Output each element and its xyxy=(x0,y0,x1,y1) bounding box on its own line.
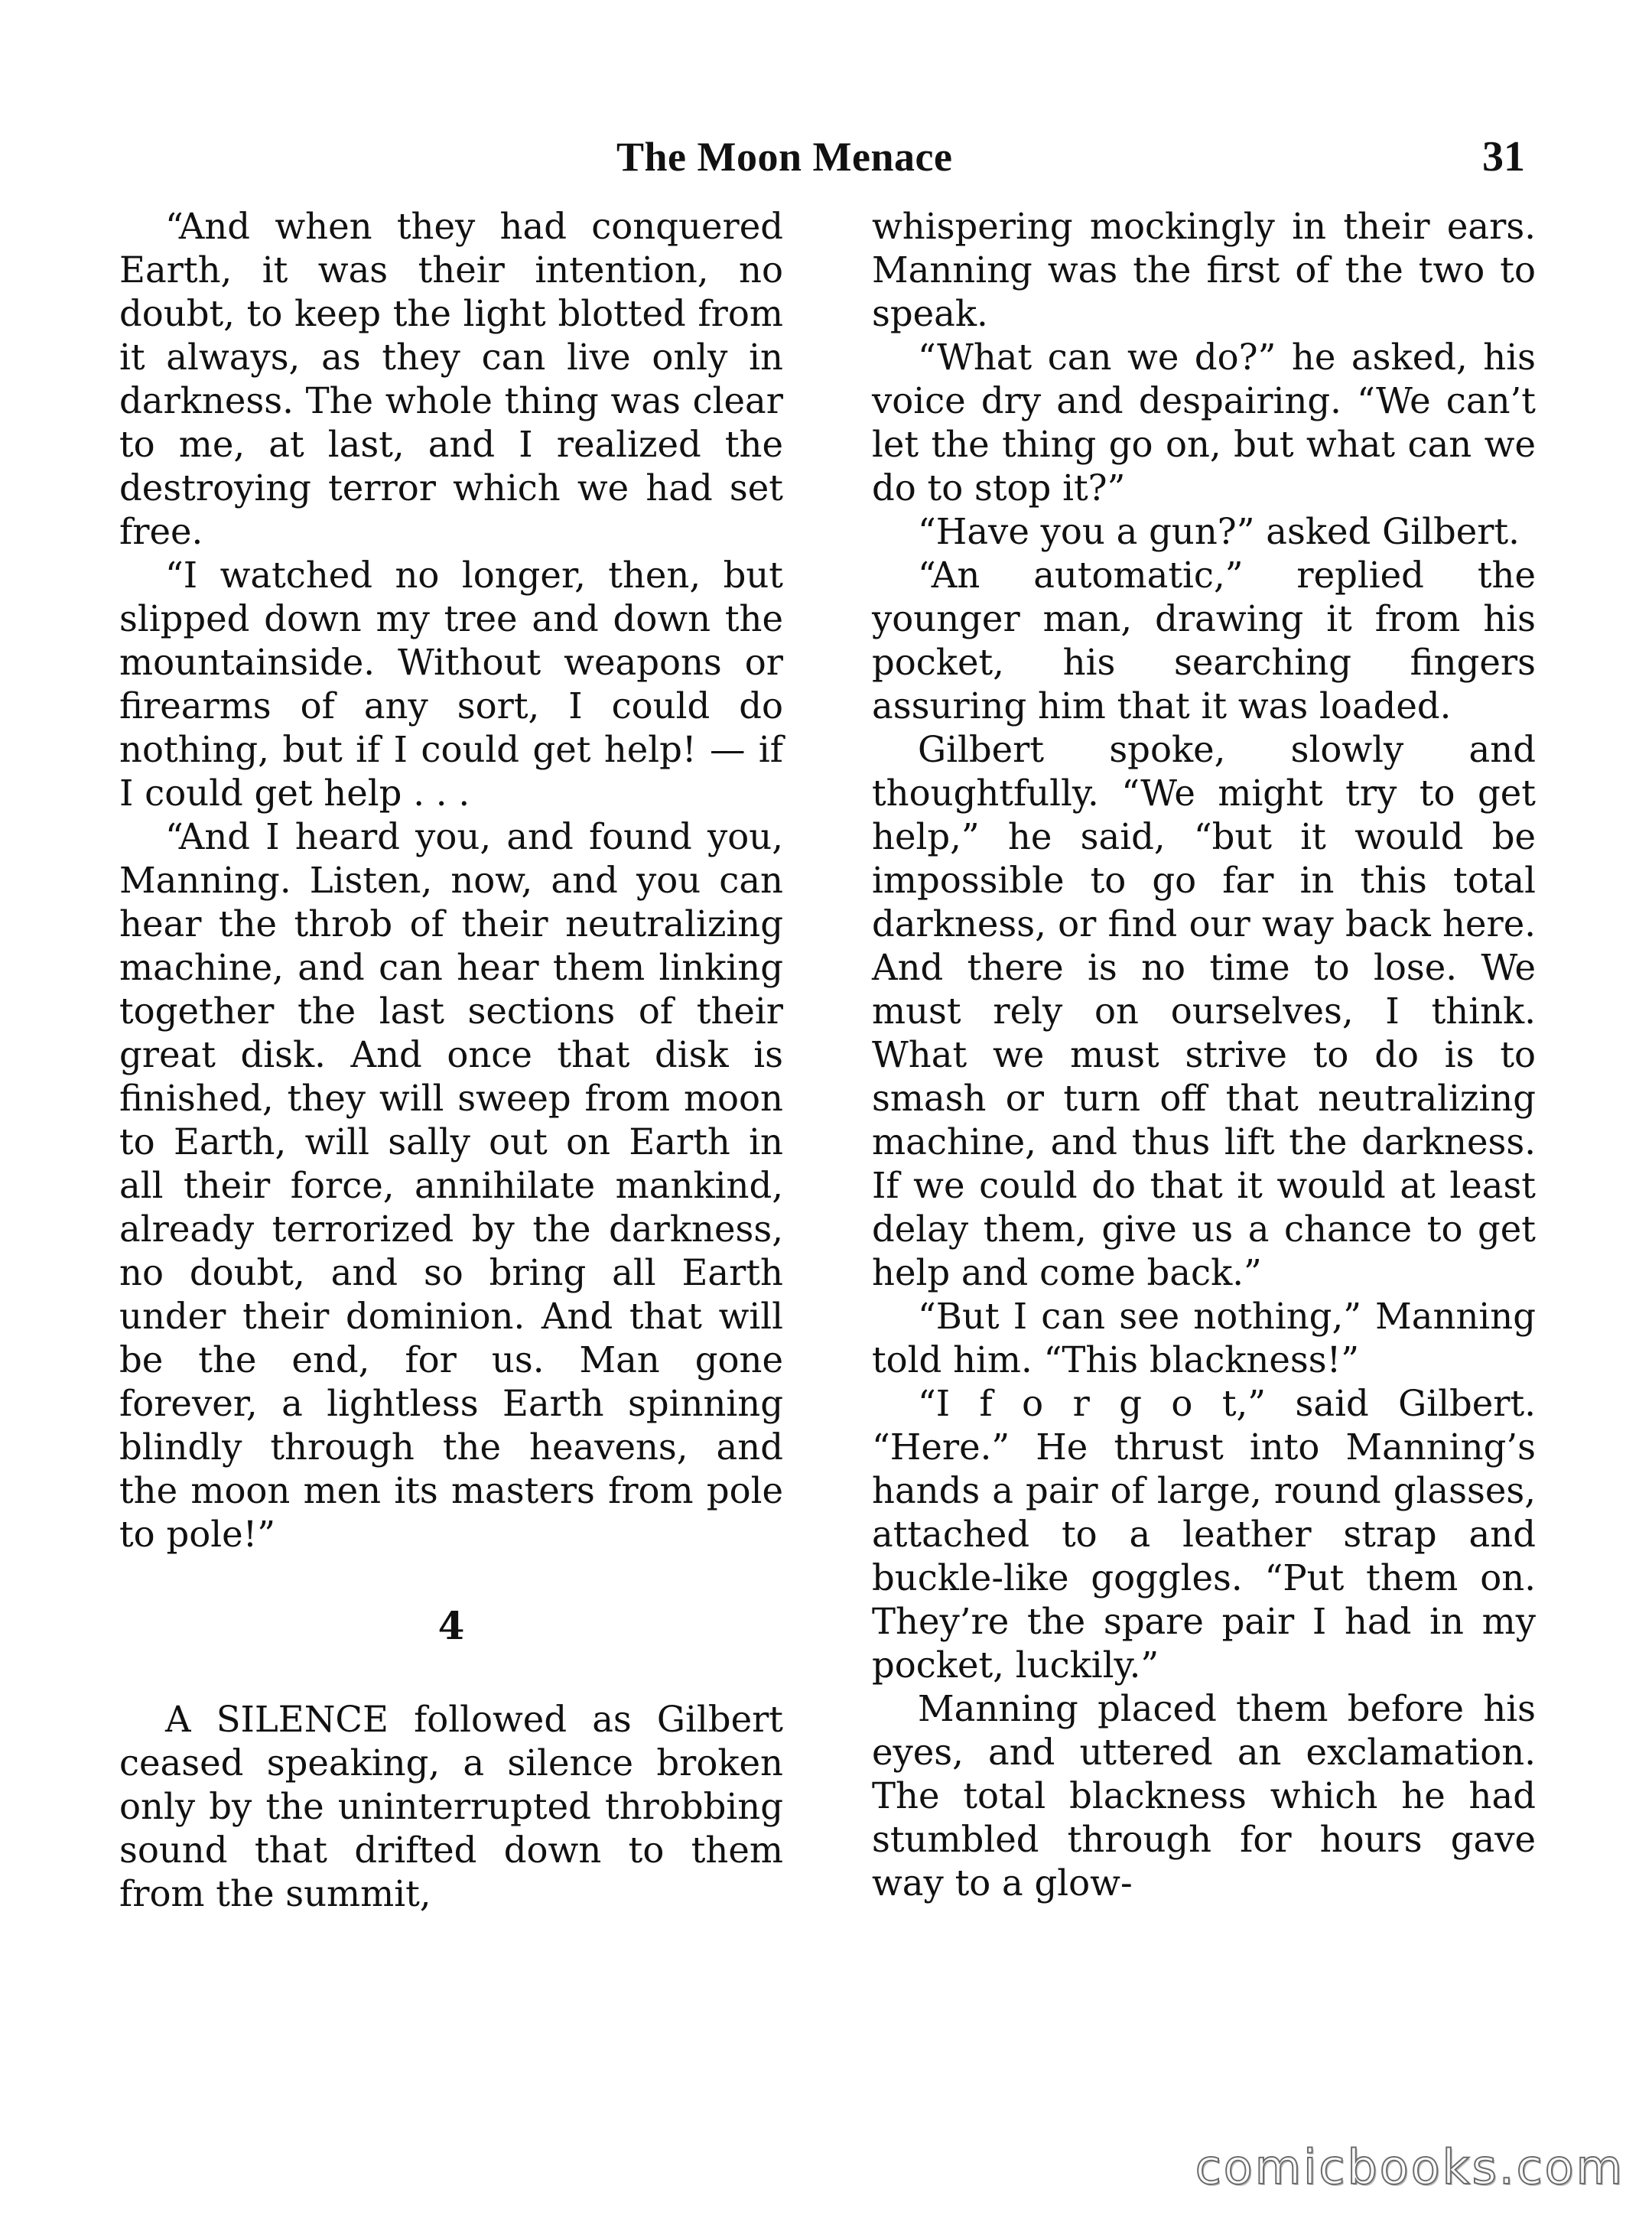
chapter-opening-paragraph: A SILENCE followed as Gilbert ceased speaking, a silence broken only by the uninterrupted throbbing sound that drifted down to them from the summit, xyxy=(119,1699,783,1914)
paragraph: “I f o r g o t,” said Gilbert. “Here.” He thrust into Manning’s hands a pair of large, round glasses, attached to a leather strap and buckle-like goggles. “Put them on. They’re the spare pair I had in my pocket, luckily.” xyxy=(872,1383,1536,1686)
paragraph: “An automatic,” replied the younger man, drawing it from his pocket, his searching fingers assuring him that it was loaded. xyxy=(872,554,1536,727)
page-header xyxy=(0,122,1652,191)
paragraph: “And when they had conquered Earth, it was their intention, no doubt, to keep the light blotted from it always, as they can live only in darkness. The whole thing was clear to me, at last, and I realized the destroying terror which we had set free. xyxy=(119,206,783,552)
paragraph: “What can we do?” he asked, his voice dry and despairing. “We can’t let the thing go on, but what can we do to stop it?” xyxy=(872,337,1536,509)
paragraph: “And I heard you, and found you, Manning. Listen, now, and you can hear the throb of their neutralizing machine, and can hear them linking together the last sections of their great disk. And once that disk is finished, they will sweep from moon to Earth, will sally out on Earth in all their force, annihilate mankind, already terrorized by the darkness, no doubt, and so bring all Earth under their dominion. And that will be the end, for us. Man gone forever, a lightless Earth spinning blindly through the heavens, and the moon men its masters from pole to pole!” xyxy=(119,816,783,1555)
continued-paragraph: whispering mockingly in their ears. Manning was the first of the two to speak. xyxy=(872,206,1536,334)
paragraph: “I watched no longer, then, but slipped down my tree and down the mountainside. Without weapons or firearms of any sort, I could do nothing, but if I could get help! — if I could get help . . . xyxy=(119,554,783,814)
chapter-number: 4 xyxy=(437,1603,465,1648)
watermark: comicbooks.com xyxy=(1195,2139,1624,2195)
paragraph: Gilbert spoke, slowly and thoughtfully. “We might try to get help,” he said, “but it would be impossible to go far in this total darkness, or find our way back here. And there is no time to lose. We must rely on ourselves, I think. What we must strive to do is to smash or turn off that neutralizing machine, and thus lift the darkness. If we could do that it would at least delay them, give us a chance to get help and come back.” xyxy=(872,729,1536,1293)
paragraph: Manning placed them before his eyes, and uttered an exclamation. The total blackness which he had stumbled through for hours gave way to a glow- xyxy=(872,1688,1536,1904)
running-title: The Moon Menace xyxy=(616,134,953,180)
page-number: 31 xyxy=(1482,133,1525,180)
right-column xyxy=(872,205,1536,1905)
paragraph: “But I can see nothing,” Manning told him. “This blackness!” xyxy=(872,1296,1536,1381)
left-column xyxy=(119,205,783,1916)
paragraph: “Have you a gun?” asked Gilbert. xyxy=(918,511,1520,552)
